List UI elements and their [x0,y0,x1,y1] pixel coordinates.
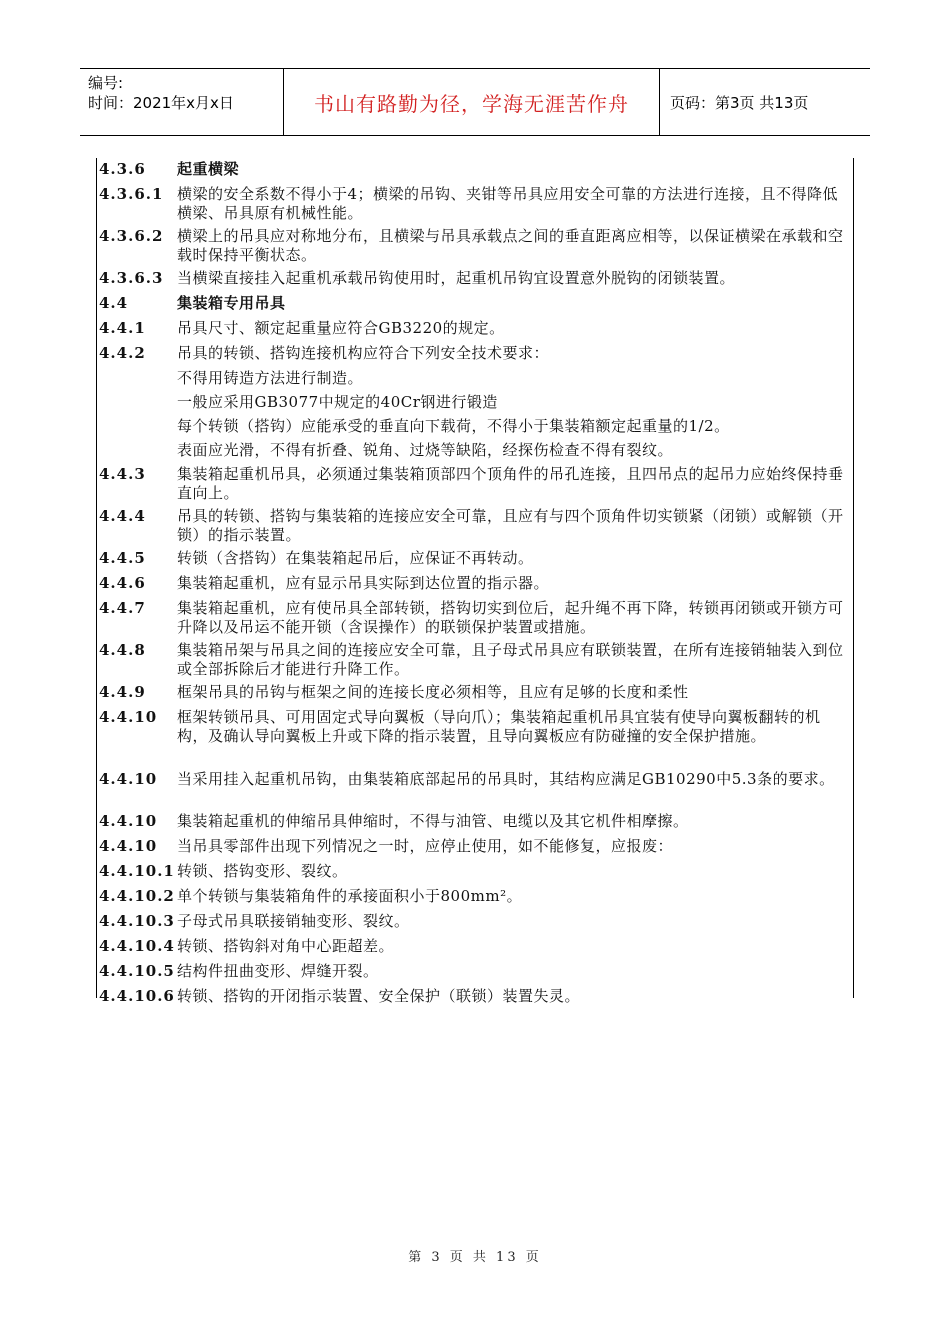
clause-text: 集装箱吊架与吊具之间的连接应安全可靠，且子母式吊具应有联锁装置，在所有连接销轴装入到位或全部拆除后才能进行升降工作。 [177,641,844,678]
clause-number: 4.4.3 [99,465,146,483]
clause-subitem: 每个转锁（搭钩）应能承受的垂直向下载荷，不得小于集装箱额定起重量的1/2。 [177,417,730,435]
clause-number: 4.4.10.1 [99,862,175,880]
clause-subitem: 表面应光滑，不得有折叠、锐角、过烧等缺陷，经探伤检查不得有裂纹。 [177,441,674,459]
clause-row [97,369,853,393]
clause-text: 转锁、搭钩变形、裂纹。 [177,862,348,880]
document-body [96,158,854,1005]
clause-row [97,507,853,549]
header-motto: 书山有路勤为径，学海无涯苦作舟 [284,69,660,135]
clause-subitem: 不得用铸造方法进行制造。 [177,369,364,387]
clause-row [97,549,853,574]
clause-number: 4.3.6.3 [99,269,164,287]
clause-row [97,887,853,912]
clause-row [97,185,853,227]
header-meta [80,69,284,135]
clause-text: 当采用挂入起重机吊钩，由集装箱底部起吊的吊具时，其结构应满足GB10290中5.3条的要求。 [177,770,835,788]
clause-row [97,708,853,770]
clause-text: 当横梁直接挂入起重机承载吊钩使用时，起重机吊钩宜设置意外脱钩的闭锁装置。 [177,269,736,287]
clause-number: 4.4.10.5 [99,962,175,980]
clause-text: 子母式吊具联接销轴变形、裂纹。 [177,912,410,930]
clause-row [97,158,853,185]
clause-number: 4.4.10.3 [99,912,175,930]
clause-number: 4.3.6.2 [99,227,164,245]
clause-text: 转锁、搭钩的开闭指示装置、安全保护（联锁）装置失灵。 [177,987,581,1005]
clause-row [97,641,853,683]
clause-text: 集装箱起重机，应有显示吊具实际到达位置的指示器。 [177,574,550,592]
clause-text: 当吊具零部件出现下列情况之一时，应停止使用，如不能修复，应报废： [177,837,674,855]
clause-number: 4.4.10.6 [99,987,175,1005]
header-page-number: 页码：第3页 共13页 [670,93,809,112]
clause-row [97,227,853,269]
clause-heading: 起重横梁 [177,160,240,178]
clause-number: 4.4.8 [99,641,146,659]
clause-row [97,683,853,708]
page-header [80,68,870,136]
clause-row [97,465,853,507]
clause-number: 4.4.10.4 [99,937,175,955]
clause-number: 4.4.5 [99,549,146,567]
clause-number: 4.4.10 [99,812,158,830]
clause-number: 4.3.6.1 [99,185,164,203]
clause-heading: 集装箱专用吊具 [177,294,286,312]
clause-row [97,574,853,599]
clause-number: 4.4.7 [99,599,146,617]
page-footer: 第 3 页 共 13 页 [408,1250,542,1265]
clause-text: 结构件扭曲变形、焊缝开裂。 [177,962,379,980]
clause-row [97,862,853,887]
clause-text: 横梁的安全系数不得小于4；横梁的吊钩、夹钳等吊具应用安全可靠的方法进行连接，且不得降低横梁、吊具原有机械性能。 [177,185,839,222]
clause-number: 4.4.10 [99,708,158,726]
clause-number: 4.4.10.2 [99,887,175,905]
clause-number: 4.4.4 [99,507,146,525]
clause-number: 4.4.2 [99,344,146,362]
clause-text: 转锁、搭钩斜对角中心距超差。 [177,937,395,955]
clause-row [97,393,853,417]
clause-row [97,937,853,962]
clause-row [97,912,853,937]
clause-number: 4.3.6 [99,160,146,178]
clause-number: 4.4.10 [99,837,158,855]
clause-text: 集装箱起重机，应有使吊具全部转锁，搭钩切实到位后，起升绳不再下降，转锁再闭锁或开锁方可升降以及吊运不能开锁（含误操作）的联锁保护装置或措施。 [177,599,844,636]
clause-subitem: 一般应采用GB3077中规定的40Cr钢进行锻造 [177,393,498,411]
code-label: 编号: [88,74,124,92]
clause-row [97,812,853,837]
clause-number: 4.4 [99,294,129,312]
clause-text: 框架吊具的吊钩与框架之间的连接长度必须相等，且应有足够的长度和柔性 [177,683,689,701]
clause-text: 转锁（含搭钩）在集装箱起吊后，应保证不再转动。 [177,549,534,567]
clause-row [97,319,853,344]
clause-row [97,417,853,441]
clause-text: 吊具的转锁、搭钩连接机构应符合下列安全技术要求： [177,344,550,362]
clause-number: 4.4.6 [99,574,146,592]
clause-row [97,837,853,862]
clause-row [97,344,853,369]
clause-text: 集装箱起重机的伸缩吊具伸缩时，不得与油管、电缆以及其它机件相摩擦。 [177,812,689,830]
clause-number: 4.4.9 [99,683,146,701]
clause-row [97,269,853,294]
date-label: 时间：2021年x月x日 [88,94,234,112]
clause-text: 吊具的转锁、搭钩与集装箱的连接应安全可靠，且应有与四个顶角件切实锁紧（闭锁）或解锁（开锁）的指示装置。 [177,507,844,544]
clause-row [97,987,853,1012]
clause-text: 横梁上的吊具应对称地分布，且横梁与吊具承载点之间的垂直距离应相等，以保证横梁在承载和空载时保持平衡状态。 [177,227,844,264]
clause-row [97,441,853,465]
clause-text: 框架转锁吊具、可用固定式导向翼板（导向爪）；集装箱起重机吊具宜装有使导向翼板翻转的机构，及确认导向翼板上升或下降的指示装置，且导向翼板应有防碰撞的安全保护措施。 [177,708,821,745]
clause-text: 集装箱起重机吊具，必须通过集装箱顶部四个顶角件的吊孔连接，且四吊点的起吊力应始终保持垂直向上。 [177,465,844,502]
clause-number: 4.4.10 [99,770,158,788]
clause-row [97,770,853,812]
clause-row [97,962,853,987]
clause-row [97,599,853,641]
clause-text: 单个转锁与集装箱角件的承接面积小于800mm²。 [177,887,523,905]
clause-text: 吊具尺寸、额定起重量应符合GB3220的规定。 [177,319,505,337]
clause-number: 4.4.1 [99,319,146,337]
clause-row [97,294,853,319]
